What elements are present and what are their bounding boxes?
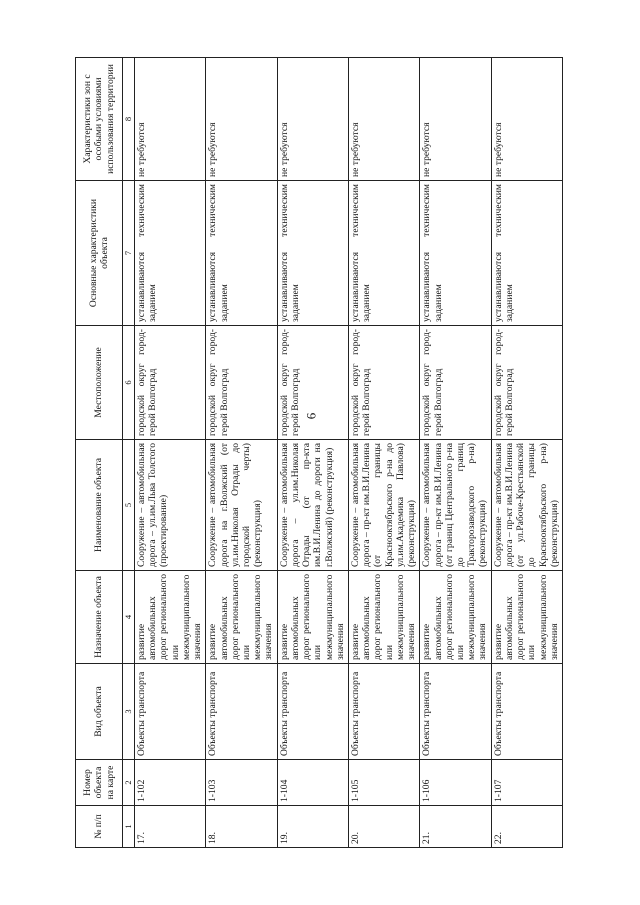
cell-characteristics: устанавливаются техническим заданием (491, 181, 562, 326)
cell-characteristics: устанавливаются техническим заданием (277, 181, 348, 326)
cell-id: 1-104 (277, 760, 348, 806)
cell-zones: не требуются (135, 58, 206, 181)
cell-id: 1-102 (135, 760, 206, 806)
cell-location: городской округ город-герой Волгоград (135, 326, 206, 440)
cell-n: 17. (135, 806, 206, 848)
cell-purpose: развитие автомобильных дорог регионального или межмуниципального значения (135, 571, 206, 664)
cell-location: городской округ город-герой Волгоград (348, 326, 419, 440)
header-cell: Основные характеристики объекта (76, 181, 123, 326)
cell-name: Сооружение – автомобильная дорога – пр-кт им.В.И.Ленина (от ул.Рабоче-Крестьянской до границы Краснооктябрьского р-на) (реконструкция) (491, 440, 562, 571)
cell-zones: не требуются (206, 58, 277, 181)
cell-id: 1-103 (206, 760, 277, 806)
cell-n: 21. (420, 806, 491, 848)
objects-table (75, 57, 563, 848)
header-cell: Вид объекта (76, 664, 123, 760)
cell-type: Объекты транспорта (206, 664, 277, 760)
cell-purpose: развитие автомобильных дорог регионального или межмуниципального значения (348, 571, 419, 664)
column-number: 3 (123, 664, 135, 760)
header-cell: Характеристики зон с особыми условиями использования территории (76, 58, 123, 181)
table-row (420, 58, 491, 848)
cell-purpose: развитие автомобильных дорог регионального или межмуниципального значения (491, 571, 562, 664)
cell-n: 19. (277, 806, 348, 848)
column-number: 2 (123, 760, 135, 806)
column-number: 1 (123, 806, 135, 848)
column-number: 7 (123, 181, 135, 326)
table-row (135, 58, 206, 848)
cell-location: городской округ город-герой Волгоград (277, 326, 348, 440)
cell-characteristics: устанавливаются техническим заданием (348, 181, 419, 326)
page-number: 6 (303, 412, 319, 420)
cell-type: Объекты транспорта (348, 664, 419, 760)
header-cell: Местоположение (76, 326, 123, 440)
cell-purpose: развитие автомобильных дорог регионального или межмуниципального значения (420, 571, 491, 664)
column-number-row (123, 58, 135, 848)
header-cell: Номер объекта на карте (76, 760, 123, 806)
table-row (277, 58, 348, 848)
cell-type: Объекты транспорта (491, 664, 562, 760)
column-number: 4 (123, 571, 135, 664)
table-row (206, 58, 277, 848)
cell-zones: не требуются (277, 58, 348, 181)
cell-zones: не требуются (348, 58, 419, 181)
header-row (76, 58, 123, 848)
table-body (76, 58, 563, 848)
cell-n: 22. (491, 806, 562, 848)
cell-id: 1-107 (491, 760, 562, 806)
cell-name: Сооружение – автомобильная дорога – пр-кт им.В.И.Ленина (от границ Центрального р-на до границ Тракторозаводского р-на) (реконструкция) (420, 440, 491, 571)
cell-name: Сооружение – автомобильная дорога – пр-кт им.В.И.Ленина (от границы Краснооктябрьского р-на до ул.им.Академика Павлова) (реконструкция) (348, 440, 419, 571)
table-row (491, 58, 562, 848)
cell-name: Сооружение – автомобильная дорога – ул.им.Николая Отрады (от пр-кта им.В.И.Ленина до дороги на г.Волжский) (реконструкция) (277, 440, 348, 571)
cell-type: Объекты транспорта (420, 664, 491, 760)
cell-name: Сооружение – автомобильная дорога – ул.им.Льва Толстого (проектирование) (135, 440, 206, 571)
header-cell: № п/п (76, 806, 123, 848)
cell-id: 1-105 (348, 760, 419, 806)
cell-location: городской округ город-герой Волгоград (420, 326, 491, 440)
cell-location: городской округ город-герой Волгоград (491, 326, 562, 440)
cell-id: 1-106 (420, 760, 491, 806)
header-cell: Назначение объекта (76, 571, 123, 664)
cell-type: Объекты транспорта (277, 664, 348, 760)
cell-zones: не требуются (420, 58, 491, 181)
rotated-table-wrapper (75, 58, 563, 848)
cell-name: Сооружение – автомобильная дорога на г.Волжский (от ул.им.Николая Отрады до городской черты) (реконструкция) (206, 440, 277, 571)
cell-type: Объекты транспорта (135, 664, 206, 760)
cell-n: 20. (348, 806, 419, 848)
column-number: 8 (123, 58, 135, 181)
column-number: 5 (123, 440, 135, 571)
cell-location: городской округ город-герой Волгоград (206, 326, 277, 440)
header-cell: Наименование объекта (76, 440, 123, 571)
table-row (348, 58, 419, 848)
cell-purpose: развитие автомобильных дорог регионального или межмуниципального значения (206, 571, 277, 664)
cell-characteristics: устанавливаются техническим заданием (206, 181, 277, 326)
cell-purpose: развитие автомобильных дорог регионального или межмуниципального значения (277, 571, 348, 664)
cell-zones: не требуются (491, 58, 562, 181)
cell-n: 18. (206, 806, 277, 848)
cell-characteristics: устанавливаются техническим заданием (420, 181, 491, 326)
column-number: 6 (123, 326, 135, 440)
cell-characteristics: устанавливаются техническим заданием (135, 181, 206, 326)
